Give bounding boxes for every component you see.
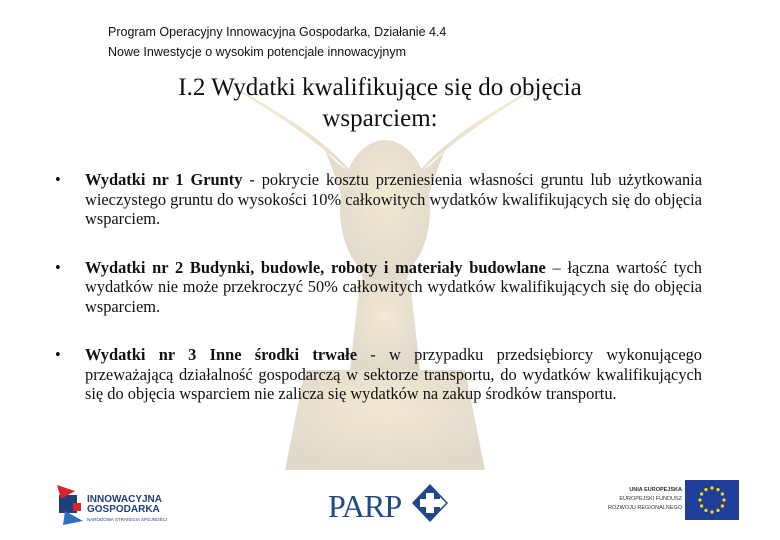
eu-star-icon xyxy=(721,504,724,507)
ig-logo-line-1: INNOWACYJNA xyxy=(87,494,163,505)
bullet-heading: Wydatki nr 3 Inne środki trwałe xyxy=(85,345,357,364)
parp-arrows-icon xyxy=(412,484,448,522)
eu-star-icon xyxy=(704,509,707,512)
ig-logo-line-3: NARODOWA STRATEGIA SPÓJNOŚCI xyxy=(87,517,168,522)
bullet-text: – łączna wartość tych wydatków nie może przekroczyć 50% całkowitych wydatków kwalifikujących się do objęcia wsparciem. xyxy=(85,257,702,316)
eu-star-icon xyxy=(721,492,724,495)
eu-logo-line-3: ROZWOJU REGIONALNEGO xyxy=(608,505,682,511)
bullet-icon: • xyxy=(55,345,61,364)
eu-star-icon xyxy=(698,498,701,501)
header-line-1: Program Operacyjny Innowacyjna Gospodarka, Działanie 4.4 xyxy=(108,25,447,39)
list-item xyxy=(55,170,702,229)
eu-star-icon xyxy=(710,486,713,489)
ig-logo-text xyxy=(87,495,167,523)
eu-logo-text xyxy=(590,486,682,513)
eu-star-icon xyxy=(716,488,719,491)
program-header xyxy=(108,22,446,62)
eu-flag-icon xyxy=(685,480,739,520)
bullet-heading: Wydatki nr 2 Budynki, budowle, roboty i materiały budowlane xyxy=(85,257,546,277)
eu-logo-line-1: UNIA EUROPEJSKA xyxy=(629,487,682,493)
innowacyjna-gospodarka-logo xyxy=(55,481,185,527)
footer-logos xyxy=(0,478,780,540)
list-item xyxy=(55,258,702,317)
ig-emblem-icon xyxy=(55,481,85,527)
expense-list xyxy=(55,170,702,433)
eu-logo-line-2: EUROPEJSKI FUNDUSZ xyxy=(619,496,682,502)
header-line-2: Nowe Inwestycje o wysokim potencjale innowacyjnym xyxy=(108,45,407,59)
bullet-heading: Wydatki nr 1 Grunty xyxy=(85,170,243,189)
eu-star-icon xyxy=(704,488,707,491)
slide-title xyxy=(120,72,640,134)
title-line-1: I.2 Wydatki kwalifikujące się do objęcia xyxy=(178,74,582,101)
title-line-2: wsparciem: xyxy=(322,105,438,132)
list-item xyxy=(55,345,702,404)
bullet-icon: • xyxy=(55,170,61,189)
bullet-text: - w przypadku przedsiębiorcy wykonującego przeważającą działalność gospodarczą w sektorze transportu, do wydatków kwalifikujących się do objęcia wsparciem nie zalicza się wydatków na zakup środków transportu. xyxy=(85,345,703,403)
eu-star-icon xyxy=(722,498,725,501)
eu-star-icon xyxy=(716,509,719,512)
eu-star-icon xyxy=(700,492,703,495)
parp-logo xyxy=(328,482,448,524)
bullet-text: - pokrycie kosztu przeniesienia własności gruntu lub użytkowania wieczystego gruntu do wysokości 10% całkowitych wydatków kwalifikujących się do objęcia wsparciem. xyxy=(85,170,702,228)
ig-logo-line-2: GOSPODARKA xyxy=(87,504,160,515)
parp-logo-text: PARP xyxy=(328,488,402,524)
eu-star-icon xyxy=(700,504,703,507)
bullet-icon: • xyxy=(55,257,61,277)
eu-star-icon xyxy=(710,510,713,513)
